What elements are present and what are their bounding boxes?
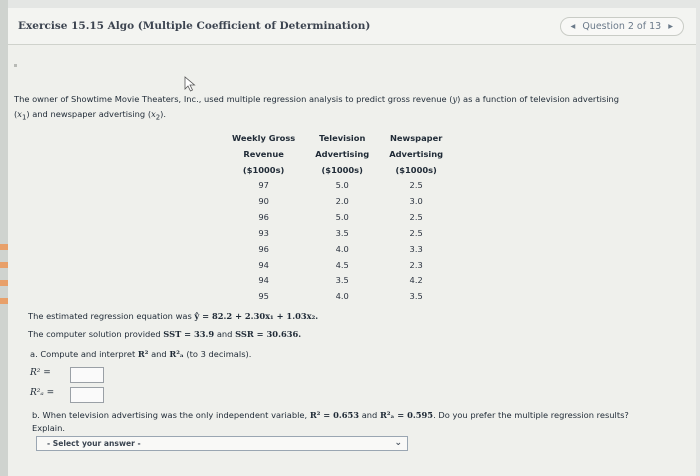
orange-marker-icon <box>0 298 8 304</box>
data-table <box>222 130 453 305</box>
small-dot <box>14 64 17 67</box>
mouse-pointer-icon <box>184 76 196 92</box>
column-header: Television Advertising ($1000s) <box>315 133 370 175</box>
table-row: 94 4.5 2.3 <box>258 259 423 270</box>
r-squared-input[interactable] <box>70 367 104 383</box>
regression-equation-text: The estimated regression equation was ŷ = 82.2 + 2.30x₁ + 1.03x₂. <box>28 311 319 321</box>
prev-question-icon[interactable]: ◂ <box>570 21 576 32</box>
column-header: Weekly Gross Revenue ($1000s) <box>232 133 296 175</box>
table-row: 96 5.0 2.5 <box>258 211 423 222</box>
next-question-icon[interactable]: ▸ <box>668 21 673 32</box>
question-counter: Question 2 of 13 <box>582 21 662 32</box>
table-row: 94 3.5 4.2 <box>258 275 423 286</box>
part-b-explain: Explain. <box>32 423 66 433</box>
left-strip <box>0 0 8 476</box>
table-row: 97 5.0 2.5 <box>258 180 423 190</box>
header-bar <box>8 8 696 45</box>
question-navigator[interactable] <box>560 17 684 36</box>
orange-marker-icon <box>0 280 8 286</box>
chevron-down-icon: ⌄ <box>394 438 402 448</box>
table-row: 90 2.0 3.0 <box>258 195 423 206</box>
select-value: - Select your answer - <box>47 439 141 448</box>
table-row: 96 4.0 3.3 <box>258 243 423 254</box>
adjusted-r-squared-input[interactable] <box>70 387 104 403</box>
orange-marker-icon <box>0 262 8 268</box>
page-title: Exercise 15.15 Algo (Multiple Coefficient of Determination) <box>18 20 371 32</box>
adjusted-r-squared-label: R²ₐ = <box>30 388 55 398</box>
table-header-row <box>222 130 453 178</box>
computer-solution-text: The computer solution provided SST = 33.9 and SSR = 30.636. <box>28 329 302 339</box>
part-b-prompt: b. When television advertising was the only independent variable, R² = 0.653 and R²ₐ = 0.595. Do you prefer the multiple regression results? <box>32 410 629 420</box>
part-a-prompt: a. Compute and interpret R² and R²ₐ (to 3 decimals). <box>30 349 252 359</box>
table-row: 93 3.5 2.5 <box>258 227 423 238</box>
r-squared-label: R² = <box>30 368 51 378</box>
column-header: Newspaper Advertising ($1000s) <box>389 133 444 175</box>
table-row: 95 4.0 3.5 <box>258 291 423 302</box>
answer-select[interactable] <box>36 436 408 451</box>
question-intro: The owner of Showtime Movie Theaters, Inc., used multiple regression analysis to predict gross revenue (y) as a function of television advertising $(x_1)$ and newspaper advertising $(x_2)$. <box>14 94 620 122</box>
orange-marker-icon <box>0 244 8 250</box>
